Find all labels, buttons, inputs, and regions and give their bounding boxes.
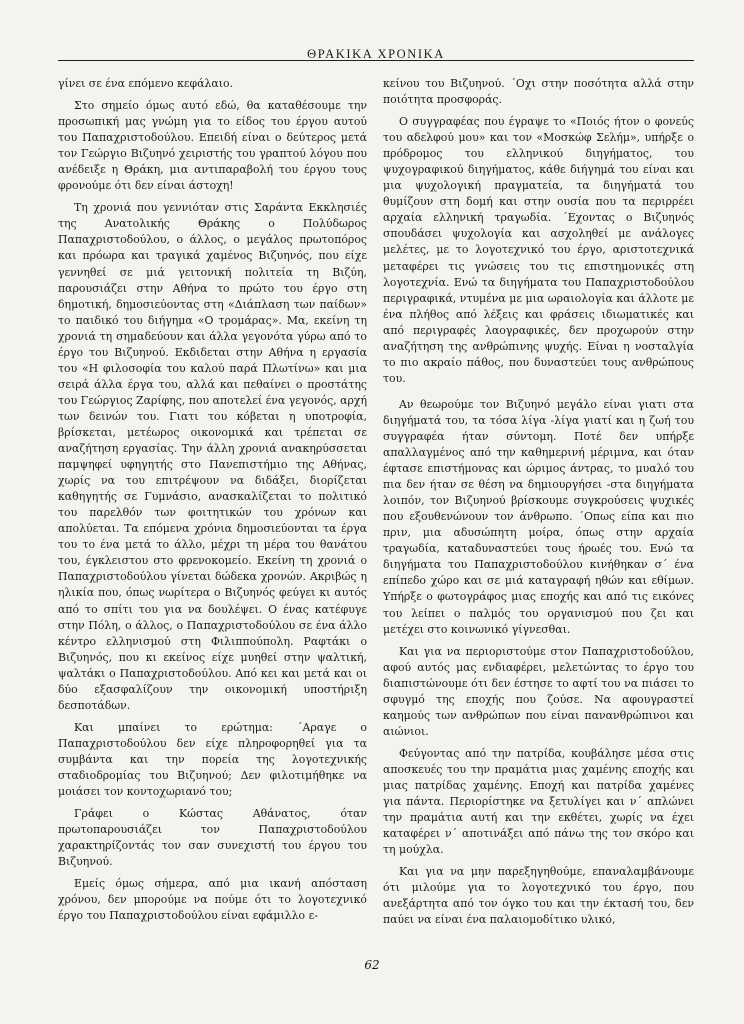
paragraph: Και μπαίνει το ερώτημα: ΄Αραγε ο Παπαχριστοδούλου δεν είχε πληροφορηθεί για τα συμβάντα και την πορεία της λογοτεχνικής σταδιοδρομίας του Βιζυηνού; Δεν φιλοτιμήθηκε να μοιάσει τον κοντοχωριανό του; (58, 720, 367, 799)
paragraph: Και για να μην παρεξηγηθούμε, επαναλαμβάνουμε ότι μιλούμε για το λογοτεχνικό του έργο, που ανεξάρτητα από τον όγκο του και την έκτασή του, δεν παύει να είναι ένα παλαιομοδίτικο υλικό, (383, 865, 694, 927)
paragraph: κείνου του Βιζυηνού. ΄Οχι στην ποσότητα αλλά στην ποιότητα προσφοράς. (383, 77, 694, 107)
paragraph: Και για να περιοριστούμε στον Παπαχριστοδούλου, αφού αυτός μας ενδιαφέρει, μελετώντας το έργο του διαπιστώνουμε ότι δεν έστησε το αφτί του να πιάσει το σφυγμό της εποχής που ζούσε. Να αφουγραστεί καημούς των ανθρώπων που είναι πανανθρώπινοι και αιώνιοι. (383, 644, 694, 738)
paragraph: Τη χρονιά που γεννιόταν στις Σαράντα Εκκλησιές της Ανατολικής Θράκης ο Πολύδωρος Παπαχριστοδούλου, ο άλλος, ο μεγάλος πρωτοπόρος και πρόωρα και τραγικά χαμένος Βιζυηνός, που είχε γεννηθεί σε μιά γειτονική πολιτεία τη Βιζύη, παρουσιάζει στην Αθήνα το πρώτο του έργο στη δημοτική, δημοσιεύοντας στη «Διάπλαση των παίδων» το παιδικό του διήγημα «Ο τρομάρας». Μα, εκείνη τη χρονιά τη σημαδεύουν και άλλα γεγονότα γύρω από το έργο του Βιζυηνού. Εκδιδεται στην Αθήνα η εργασία του «Η φιλοσοφία του καλού παρά Πλωτίνω» και μια σειρά άλλα έργα του, αλλά και πεθαίνει ο προστάτης του Γεώργιος Ζαρίφης, που αποτελεί ένα γεγονός, αρχή των δεινών του. Γιατι του κόβεται η υποτροφία, βρίσκεται, μετέωρος οικονομικά και τρέπεται σε αναζήτηση εργασίας. Την άλλη χρονιά ανακηρύσσεται παμψηφεί υφηγητής στο Πανεπιστήμιο της Αθήνας, χωρίς να του επιτρέψουν να διδάξει, διορίζεται καθηγητής σε Γυμνάσιο, ανασκαλίζεται το πολιτικό του παρελθόν των φοιτητικών του χρόνων και απολύεται. Τα επόμενα χρόνια δημοσιεύονται τα έργα του το ένα μετά το άλλο, μέχρι τη μέρα του θανάτου του, έγκλειστου στο φρενοκομείο. Εκείνη τη χρονιά ο Παπαχριστοδούλου γίνεται δώδεκα χρονών. Ακριβώς η ηλικία που, όπως νωρίτερα ο Βιζυηνός φεύγει κι αυτός από το σπίτι του για να δουλέψει. Ο ένας κατέφυγε στην Πόλη, ο άλλος, ο Παπαχριστοδούλου σε ένα άλλο κέντρο ελληνισμού στη Φιλιππούπολη. Ραφτάκι ο Βιζυηνός, που κι εκείνος είχε μυηθεί στην ψαλτική, ψαλτάκι ο Παπαχριστοδούλου. Από κει και μετά και οι δύο εξασφαλίζουν την οικονομική υποστήριξη δεσποτάδων. (58, 201, 367, 712)
paragraph: Φεύγοντας από την πατρίδα, κουβάλησε μέσα στις αποσκευές του την πραμάτια μιας χαμένης εποχής και μιας πατρίδας χαμένης. Εποχή και πατρίδα χαμένες για πάντα. Περιορίστηκε να ξετυλίγει και ν΄ απλώνει την πραμάτια αυτή και την εκθέτει, χωρίς να έχει καταφέρει ν΄ αποτινάξει από πάνω της τον σκόρο και τη μούχλα. (383, 746, 694, 857)
running-header (58, 44, 694, 61)
paragraph: Εμείς όμως σήμερα, από μια ικανή απόσταση χρόνου, δεν μπορούμε να πούμε ότι το λογοτεχνικό έργο του Παπαχριστοδούλου είναι εφάμιλλο ε- (58, 877, 367, 923)
paragraph: Γράφει ο Κώστας Αθάνατος, όταν πρωτοπαρουσιάζει τον Παπαχριστοδούλου χαρακτηρίζοντάς τον σαν συνεχιστή του έργου του Βιζυηνού. (58, 807, 367, 869)
page-number: 62 (364, 958, 380, 972)
paragraph: γίνει σε ένα επόμενο κεφάλαιο. (58, 77, 234, 90)
paragraph: Αν θεωρούμε τον Βιζυηνό μεγάλο είναι γιατι στα διηγήματά του, τα τόσα λίγα -λίγα γιατί και η ζωή του συγγραφέα ήταν σύντομη. Ποτέ δεν υπήρξε απαλλαγμένος από την καθημερινή μέριμνα, και όταν έφτασε επιστήμονας και ώριμος άντρας, το μυαλό του πια δεν ήταν σε θέση να δημιουργήσει -στα διηγήματα λοιπόν, τον Βιζυηνού βρίσκουμε συγκρούσεις ψυχικές που εξουθενώνουν τον άνθρωπο. ΄Οπως είπα και πιο πριν, μια αδυσώπητη μοίρα, όπως στην αρχαία τραγωδία, καταδυναστεύει τους ήρωές του. Ενώ τα διηγήματα του Παπαχριστοδούλου κινήθηκαν σ΄ ένα επίπεδο χώρο και σε μιά καταγραφή ηθών και εθίμων. Υπήρξε ο φωτογράφος μιας εποχής και από τις εικόνες του λείπει ο παλμός του οργανισμού που ζει και μετέχει στο κοινωνικό γίγνεσθαι. (383, 397, 694, 636)
paragraph: Ο συγγραφέας που έγραψε το «Ποιός ήτον ο φονεύς του αδελφού μου» και τον «Μοσκώφ Σελήμ», υπήρξε ο πρόδρομος του ελληνικού διηγήματος, του ψυχογραφικού διηγήματος, κάθε διήγημά του είναι και μια ψυχολογική πραγματεία, τα διηγήματά του θυμίζουν στη δομή και στην ουσία που τα περιρρέει αρχαία ελληνική τραγωδία. ΄Εχοντας ο Βιζυηνός σπουδάσει ψυχολογία και ασχοληθεί με ανάλογες μελέτες, με το λογοτεχνικό του έργο, αριστοτεχνικά μεταφέρει τις γνώσεις του τις επιστημονικές στη λογοτεχνία. Ενώ τα διηγήματα του Παπαχριστοδούλου περιγραφικά, ντυμένα με μια ωραιολογία και άλλοτε με ένα πλήθος από λέξεις και φράσεις ιδιωματικές και από περιγραφές λαογραφικές, δεν προχωρούν στην αναζήτηση της ανθρώπινης ψυχής. Είναι η νοσταλγία το πιο ακραίο πάθος, που δυναστεύει τους ανθρώπους του. (383, 115, 694, 385)
left-column (58, 76, 367, 930)
running-title: ΘΡΑΚΙΚΑ ΧΡΟΝΙΚΑ (307, 47, 445, 61)
right-column (383, 76, 694, 934)
paragraph: Στο σημείο όμως αυτό εδώ, θα καταθέσουμε την προσωπική μας γνώμη για το είδος του έργου αυτού του Παπαχριστοδούλου. Επειδή είναι ο δεύτερος μετά τον Γεώργιο Βιζυηνό χειριστής του γραπτού λόγου που ανέδειξε η Θράκη, μια αντιπαραβολή του έργου τους φρονούμε ότι δεν είναι άστοχη! (58, 99, 367, 193)
